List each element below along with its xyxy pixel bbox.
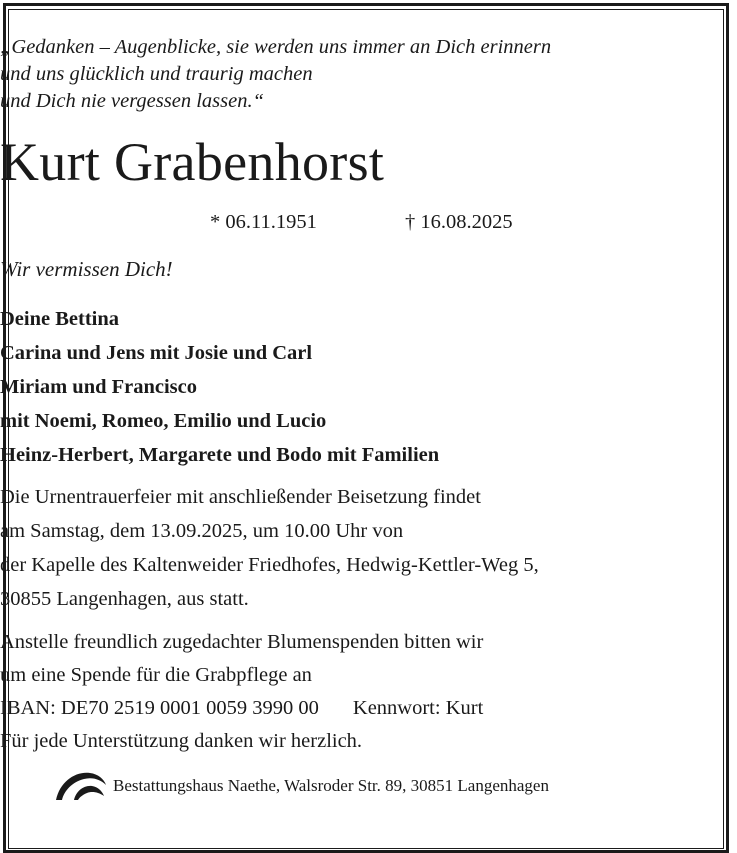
- ceremony-line: am Samstag, dem 13.09.2025, um 10.00 Uhr von: [0, 520, 404, 542]
- birth-date: * 06.11.1951: [210, 211, 317, 233]
- family-line: mit Noemi, Romeo, Emilio und Lucio: [0, 410, 327, 432]
- deceased-name: Kurt Grabenhorst: [0, 132, 385, 192]
- quote-line-3: und Dich nie vergessen lassen.“: [0, 90, 264, 112]
- ceremony-line: der Kapelle des Kaltenweider Friedhofes, Hedwig-Kettler-Weg 5,: [0, 554, 539, 576]
- footer: [0, 768, 737, 800]
- donation-info: [0, 626, 737, 758]
- donation-line-1: Anstelle freundlich zugedachter Blumenspenden bitten wir: [0, 631, 484, 653]
- memorial-quote: [0, 34, 737, 115]
- ceremony-line: 30855 Langenhagen, aus statt.: [0, 588, 249, 610]
- ceremony-line: Die Urnentrauerfeier mit anschließender Beisetzung findet: [0, 486, 481, 508]
- family-line: Deine Bettina: [0, 308, 119, 330]
- miss-you-line: Wir vermissen Dich!: [0, 257, 173, 281]
- iban: IBAN: DE70 2519 0001 0059 3990 00: [0, 697, 319, 719]
- family-line: Heinz-Herbert, Margarete und Bodo mit Familien: [0, 444, 440, 466]
- funeral-home-logo-icon: [54, 769, 106, 800]
- ceremony-info: [0, 480, 737, 616]
- death-date: † 16.08.2025: [405, 211, 513, 233]
- kennwort: Kennwort: Kurt: [352, 697, 484, 719]
- family-list: [0, 302, 737, 472]
- quote-line-2: und uns glücklich und traurig machen: [0, 63, 313, 85]
- family-line: Miriam und Francisco: [0, 376, 198, 398]
- donation-line-2: um eine Spende für die Grabpflege an: [0, 664, 312, 686]
- donation-line-4: Für jede Unterstützung danken wir herzlich.: [0, 730, 363, 752]
- family-line: Carina und Jens mit Josie und Carl: [0, 342, 313, 364]
- funeral-home-address: Bestattungshaus Naethe, Walsroder Str. 89, 30851 Langenhagen: [113, 776, 549, 795]
- iban-line: [0, 692, 737, 725]
- quote-line-1: „Gedanken – Augenblicke, sie werden uns immer an Dich erinnern: [0, 36, 552, 58]
